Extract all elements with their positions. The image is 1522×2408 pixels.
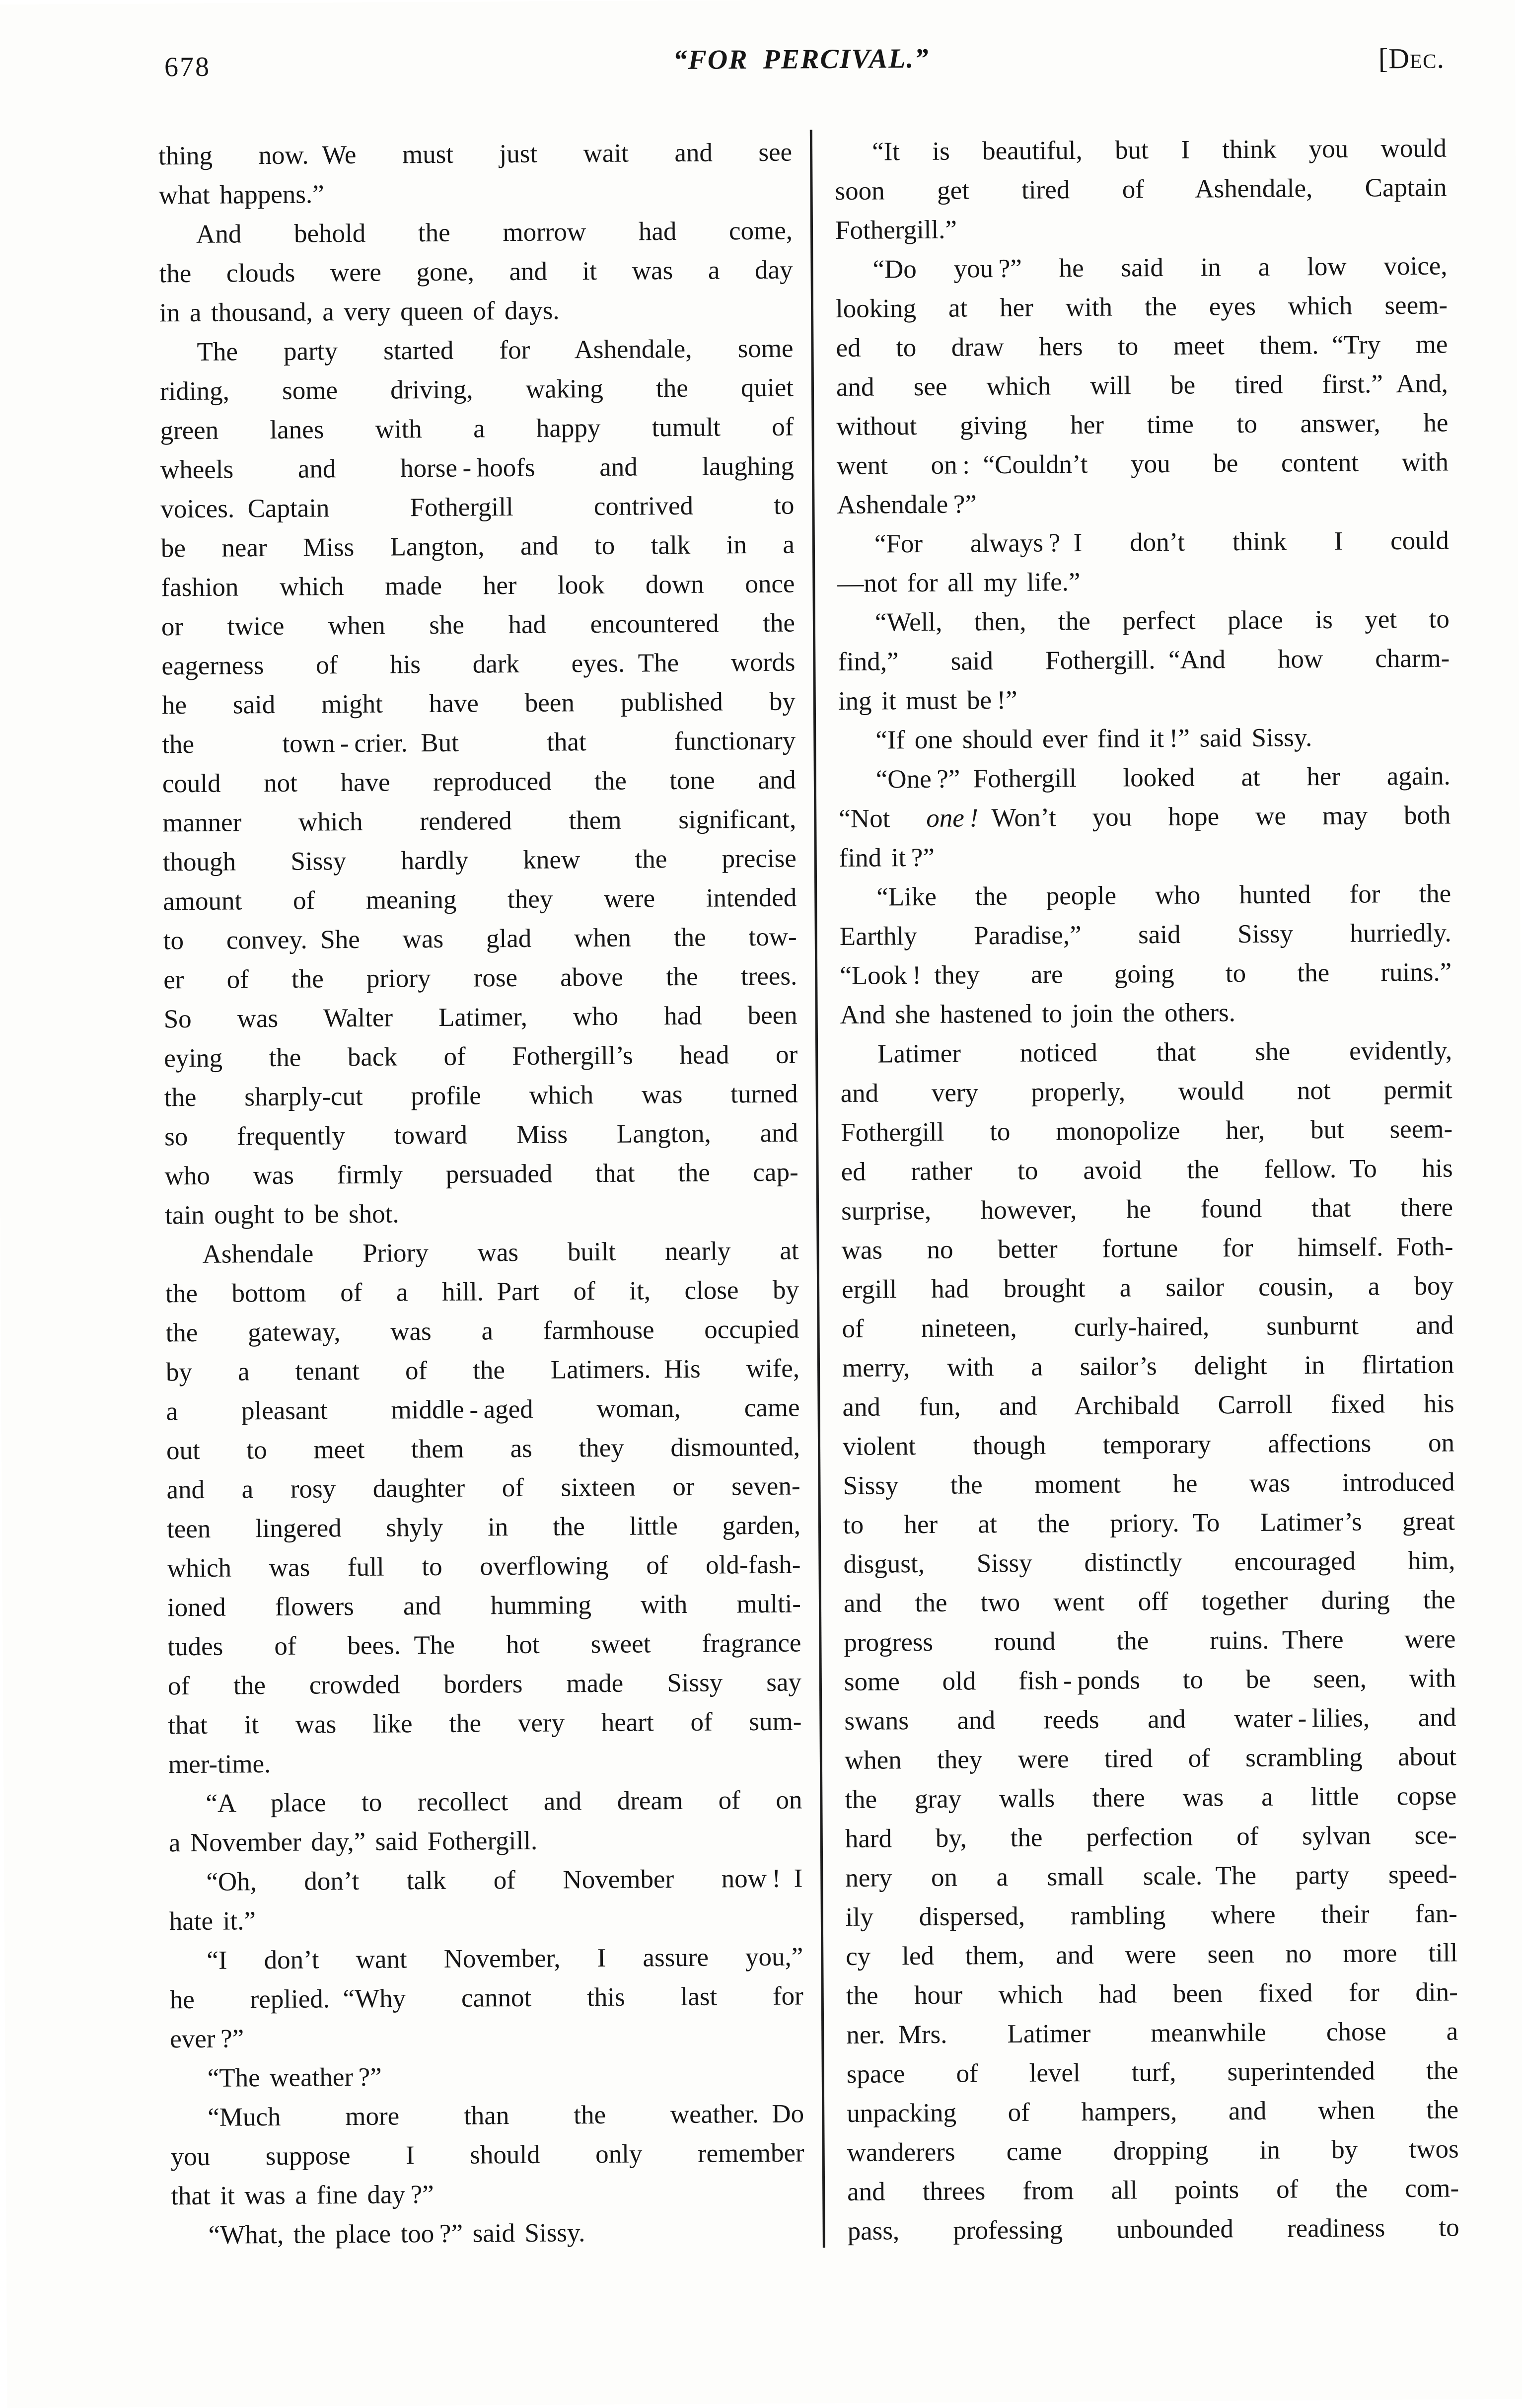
text-line: thing now. We must just wait and see bbox=[158, 138, 793, 171]
text-line: “I don’t want November, I assure you,” bbox=[207, 1942, 803, 1975]
text-line: out to meet them as they dismounted, bbox=[166, 1432, 800, 1465]
right-column bbox=[835, 129, 1459, 2251]
text-line: Ashendale Priory was built nearly at bbox=[202, 1236, 799, 1269]
text-line: “Well, then, the perfect place is yet to bbox=[874, 604, 1450, 637]
text-line: merry, with a sailor’s delight in flirtation bbox=[842, 1350, 1454, 1383]
text-line: unpacking of hampers, and when the bbox=[847, 2095, 1459, 2128]
column-divider bbox=[810, 130, 825, 2248]
text-line: ily dispersed, rambling where their fan- bbox=[845, 1899, 1457, 1932]
page-header bbox=[0, 39, 1515, 93]
text-line: which was full to overflowing of old-fash- bbox=[167, 1550, 801, 1583]
text-line: “Look ! they are going to the ruins.” bbox=[840, 957, 1452, 991]
text-line: pass, professing unbounded readiness to bbox=[847, 2213, 1459, 2246]
text-line: and the two went off together during the bbox=[843, 1585, 1456, 1618]
text-line: Fothergill to monopolize her, but seem- bbox=[840, 1114, 1453, 1148]
text-line: or twice when she had encountered the bbox=[161, 608, 796, 642]
text-line: and a rosy daughter of sixteen or seven- bbox=[166, 1471, 800, 1505]
text-line: er of the priory rose above the trees. bbox=[163, 961, 797, 995]
text-line: he said might have been published by bbox=[161, 687, 796, 720]
text-line: mer-time. bbox=[168, 1750, 271, 1779]
text-line: that it was like the very heart of sum- bbox=[168, 1707, 802, 1740]
text-line: amount of meaning they were intended bbox=[163, 883, 797, 916]
text-line: Ashendale ?” bbox=[837, 490, 977, 520]
text-line: And she hastened to join the others. bbox=[840, 998, 1236, 1030]
text-line: ner. Mrs. Latimer meanwhile chose a bbox=[846, 2017, 1458, 2049]
text-line: hard by, the perfection of sylvan sce- bbox=[845, 1821, 1457, 1853]
text-line: of nineteen, curly-haired, sunburnt and bbox=[842, 1311, 1454, 1344]
text-line: be near Miss Langton, and to talk in a bbox=[160, 530, 795, 563]
text-line: riding, some driving, waking the quiet bbox=[159, 373, 794, 406]
text-line: tain ought to be shot. bbox=[164, 1199, 399, 1230]
text-line: “Not one ! Won’t you hope we may both bbox=[839, 801, 1451, 834]
text-line: “A place to recollect and dream of on bbox=[206, 1785, 802, 1818]
text-line: and very properly, would not permit bbox=[840, 1075, 1452, 1108]
text-line: soon get tired of Ashendale, Captain bbox=[835, 173, 1447, 206]
text-line: surprise, however, he found that there bbox=[841, 1193, 1453, 1226]
text-line: could not have reproduced the tone and bbox=[162, 765, 796, 799]
issue-label: [Dec. bbox=[1378, 42, 1445, 75]
text-line: hate it.” bbox=[169, 1906, 256, 1936]
text-line: who was firmly persuaded that the cap- bbox=[164, 1158, 798, 1191]
text-line: “Much more than the weather. Do bbox=[208, 2099, 804, 2132]
text-line: by a tenant of the Latimers. His wife, bbox=[165, 1354, 800, 1387]
text-line: green lanes with a happy tumult of bbox=[160, 412, 794, 445]
text-line: without giving her time to answer, he bbox=[836, 408, 1449, 441]
text-line: the gray walls there was a little copse bbox=[845, 1781, 1457, 1814]
text-line: to her at the priory. To Latimer’s great bbox=[843, 1507, 1455, 1540]
text-line: swans and reeds and water - lilies, and bbox=[844, 1703, 1456, 1736]
text-line: “One ?” Fothergill looked at her again. bbox=[875, 761, 1450, 794]
text-line: so frequently toward Miss Langton, and bbox=[164, 1118, 798, 1152]
text-line: wanderers came dropping in by twos bbox=[847, 2134, 1459, 2167]
text-line: The party started for Ashendale, some bbox=[197, 334, 794, 366]
text-line: some old fish - ponds to be seen, with bbox=[844, 1664, 1456, 1696]
text-line: “If one should ever find it !” said Sissy. bbox=[875, 723, 1312, 755]
text-line: ever ?” bbox=[170, 2024, 244, 2054]
text-line: the town - crier. But that functionary bbox=[162, 726, 796, 759]
text-line: the gateway, was a farmhouse occupied bbox=[165, 1314, 799, 1348]
text-line: find,” said Fothergill. “And how charm- bbox=[838, 644, 1450, 677]
text-line: the clouds were gone, and it was a day bbox=[159, 255, 793, 289]
text-line: “Like the people who hunted for the bbox=[876, 879, 1451, 912]
text-line: a pleasant middle - aged woman, came bbox=[166, 1393, 800, 1426]
text-line: a November day,” said Fothergill. bbox=[168, 1826, 538, 1858]
text-line: ioned flowers and humming with multi- bbox=[167, 1589, 801, 1622]
text-line: Fothergill.” bbox=[835, 215, 957, 245]
text-line: looking at her with the eyes which seem- bbox=[835, 291, 1448, 324]
text-line: “Oh, don’t talk of November now ! I bbox=[206, 1864, 803, 1897]
text-line: disgust, Sissy distinctly encouraged him, bbox=[843, 1546, 1455, 1579]
text-line: eagerness of his dark eyes. The words bbox=[161, 648, 796, 681]
text-line: “It is beautiful, but I think you would bbox=[871, 134, 1447, 166]
text-line: cy led them, and were seen no more till bbox=[846, 1938, 1458, 1971]
text-line: the hour which had been fixed for din- bbox=[846, 1977, 1458, 2010]
running-title: “FOR PERCIVAL.” bbox=[673, 43, 930, 76]
left-column bbox=[158, 133, 805, 2256]
text-line: and threes from all points of the com- bbox=[847, 2174, 1459, 2206]
text-line: manner which rendered them significant, bbox=[162, 804, 797, 838]
text-line: in a thousand, a very queen of days. bbox=[159, 296, 560, 328]
text-line: the bottom of a hill. Part of it, close by bbox=[165, 1275, 799, 1309]
text-line: progress round the ruins. There were bbox=[844, 1624, 1456, 1657]
text-line: ergill had brought a sailor cousin, a boy bbox=[841, 1271, 1454, 1305]
text-line: tudes of bees. The hot sweet fragrance bbox=[167, 1628, 801, 1662]
text-line: violent though temporary affections on bbox=[842, 1428, 1455, 1461]
text-line: to convey. She was glad when the tow- bbox=[163, 922, 797, 955]
text-line: ed to draw hers to meet them. “Try me bbox=[836, 330, 1448, 363]
text-line: “Do you ?” he said in a low voice, bbox=[872, 251, 1448, 284]
text-line: what happens.” bbox=[158, 180, 324, 210]
text-line: the sharply-cut profile which was turned bbox=[164, 1079, 798, 1112]
text-line: went on : “Couldn’t you be content with bbox=[836, 447, 1449, 481]
text-line: and fun, and Archibald Carroll fixed his bbox=[842, 1389, 1454, 1422]
text-line: ed rather to avoid the fellow. To his bbox=[841, 1154, 1453, 1187]
text-line: —not for all my life.” bbox=[837, 568, 1081, 598]
text-line: was no better fortune for himself. Foth- bbox=[841, 1232, 1453, 1265]
text-line: And behold the morrow had come, bbox=[196, 216, 793, 249]
text-line: though Sissy hardly knew the precise bbox=[162, 844, 797, 877]
text-line: “What, the place too ?” said Sissy. bbox=[208, 2218, 585, 2250]
text-line: that it was a fine day ?” bbox=[171, 2180, 434, 2211]
text-line: when they were tired of scrambling about bbox=[844, 1742, 1457, 1775]
text-line: Earthly Paradise,” said Sissy hurriedly. bbox=[839, 918, 1451, 951]
text-line: ing it must be !” bbox=[838, 685, 1017, 716]
text-line: space of level turf, superintended the bbox=[846, 2056, 1458, 2089]
text-line: So was Walter Latimer, who had been bbox=[163, 1001, 797, 1034]
page-number: 678 bbox=[164, 51, 211, 83]
text-line: teen lingered shyly in the little garden, bbox=[166, 1511, 801, 1544]
text-line: and see which will be tired first.” And, bbox=[836, 369, 1449, 402]
text-line: voices. Captain Fothergill contrived to bbox=[160, 491, 795, 524]
text-line: of the crowded borders made Sissy say bbox=[167, 1668, 802, 1701]
text-line: wheels and horse - hoofs and laughing bbox=[160, 451, 795, 485]
text-line: fashion which made her look down once bbox=[161, 569, 795, 602]
text-line: eying the back of Fothergill’s head or bbox=[164, 1040, 798, 1073]
text-line: find it ?” bbox=[839, 843, 935, 873]
text-line: he replied. “Why cannot this last for bbox=[169, 1981, 803, 2015]
text-line: nery on a small scale. The party speed- bbox=[845, 1860, 1457, 1893]
text-line: you suppose I should only remember bbox=[170, 2138, 804, 2172]
text-line: Latimer noticed that she evidently, bbox=[877, 1036, 1452, 1069]
text-line: “The weather ?” bbox=[207, 2062, 382, 2093]
text-line: Sissy the moment he was introduced bbox=[843, 1467, 1455, 1501]
text-line: “For always ? I don’t think I could bbox=[874, 526, 1450, 559]
